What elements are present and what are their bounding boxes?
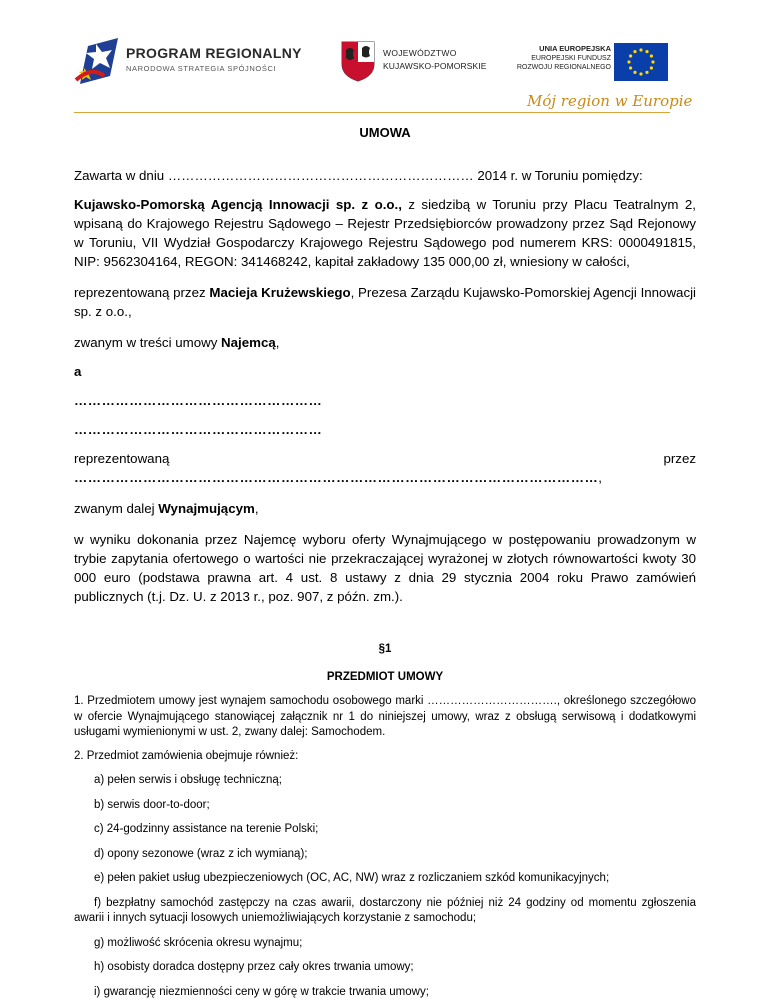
eu-logo [520,43,668,83]
landlord-end: , [255,501,259,516]
result-paragraph: w wyniku dokonania przez Najemcę wyboru oferty Wynajmującego w postępowaniu prowadzonym w trybie zapytania ofertowego o wartości nie przekraczającej wyrażonej w złotych równowartości kwoty 30 000 euro (podstawa prawna art. 4 ust. 8 ustawy z dnia 29 stycznia 2004 roku Prawo zamówień publicznych (t.j. Dz. U. z 2013 r., poz. 907, z późn. zm.). [74,530,696,606]
wojewodztwo-line2: KUJAWSKO-POMORSKIE [383,61,487,71]
wojewodztwo-line1: WOJEWÓDZTWO [383,48,457,58]
point-1: 1. Przedmiotem umowy jest wynajem samochodu osobowego marki ……………………………., określonego szczegółowo w ofercie Wynajmującego stanowiącej załącznik nr 1 do niniejszej umowy, wraz z obsługą serwisową i dodatkowymi usługami wymienionymi w ust. 2, zwany dalej: Samochodem. [74,694,696,741]
slogan: Mój region w Europie [527,92,692,110]
header-divider [74,112,670,113]
intro-paragraph [74,166,696,185]
party2-line2 [74,420,696,439]
list-item: g) możliwość skrócenia okresu wynajmu; [74,936,696,952]
coat-of-arms-icon [340,40,376,82]
landlord-paragraph [74,499,696,518]
list-item: h) osobisty doradca dostępny przez cały okres trwania umowy; [74,960,696,976]
rep1-name: Macieja Krużewskiego [209,285,350,300]
program-subtitle: NARODOWA STRATEGIA SPÓJNOŚCI [126,64,276,73]
list-item: f) bezpłatny samochód zastępczy na czas awarii, dostarczony nie później niż 24 godziny od momentu zgłoszenia awarii i innych sytuacji losowych uniemożliwiających korzystanie z samochodu; [74,896,696,927]
contract-document [74,120,696,1000]
party1-name: Kujawsko-Pomorską Agencją Innowacji sp. z o.o., [74,197,402,212]
rep2-end: , [598,470,602,485]
program-regionalny-logo [74,36,304,86]
landlord-start: zwanym dalej [74,501,158,516]
eu-line3: ROZWOJU REGIONALNEGO [517,64,611,71]
party2-line1 [74,391,696,410]
list-item: b) serwis door-to-door; [74,798,696,814]
rep2-placeholder: …………………………………………………………………………………………………… [74,470,598,485]
eu-line1: UNIA EUROPEJSKA [539,44,611,53]
rep1-paragraph [74,283,696,321]
party2-placeholder2: ……………………………………………… [74,422,322,437]
party1-paragraph [74,195,696,271]
section-1 [74,640,696,686]
document-title: UMOWA [74,123,696,142]
tenant-start: zwanym w treści umowy [74,335,221,350]
services-list [74,773,696,1000]
rep2-start: reprezentowaną przez [74,451,696,466]
party2-placeholder1: ……………………………………………… [74,393,322,408]
party1-details: z siedzibą w Toruniu przy Placu Teatralnym 2, wpisaną do Krajowego Rejestru Sądowego – Rejestr Przedsiębiorców prowadzony przez Sąd Rejonowy w Toruniu, VII Wydział Gospodarczy Krajowego Rejestru Sądowego pod numerem KRS: 0000491815, NIP: 9562304164, REGON: 341468242, kapitał zakładowy 135 000,00 zł, wniesiony w całości, [74,197,696,269]
rep1-end: , Prezesa Zarządu Kujawsko-Pomorskiej Agencji Innowacji sp. z o.o., [74,285,696,319]
list-item: c) 24-godzinny assistance na terenie Polski; [74,822,696,838]
and-word: a [74,364,81,379]
wojewodztwo-logo [340,40,500,84]
intro-end: 2014 r. w Toruniu pomiędzy: [474,168,643,183]
program-regionalny-star-icon [74,36,120,86]
date-placeholder: …………………………………………………………… [168,168,474,183]
letterhead [0,0,768,125]
point-2: 2. Przedmiot zamówienia obejmuje również: [74,749,696,765]
tenant-end: , [276,335,280,350]
section-title: PRZEDMIOT UMOWY [74,668,696,686]
landlord-name: Wynajmującym [158,501,255,516]
section-number: §1 [74,640,696,658]
list-item: i) gwarancję niezmienności ceny w górę w trakcie trwania umowy; [74,985,696,1000]
and-line [74,362,696,381]
eu-line2: EUROPEJSKI FUNDUSZ [531,55,611,62]
rep2-paragraph [74,449,696,487]
rep1-start: reprezentowaną przez [74,285,209,300]
tenant-name: Najemcą [221,335,276,350]
list-item: d) opony sezonowe (wraz z ich wymianą); [74,847,696,863]
list-item: e) pełen pakiet usług ubezpieczeniowych (OC, AC, NW) wraz z rozliczaniem szkód komunikacyjnych; [74,871,696,887]
list-item: a) pełen serwis i obsługę techniczną; [74,773,696,789]
tenant-paragraph [74,333,696,352]
program-title: PROGRAM REGIONALNY [126,45,302,61]
eu-flag-icon [614,43,668,81]
intro-start: Zawarta w dniu [74,168,168,183]
